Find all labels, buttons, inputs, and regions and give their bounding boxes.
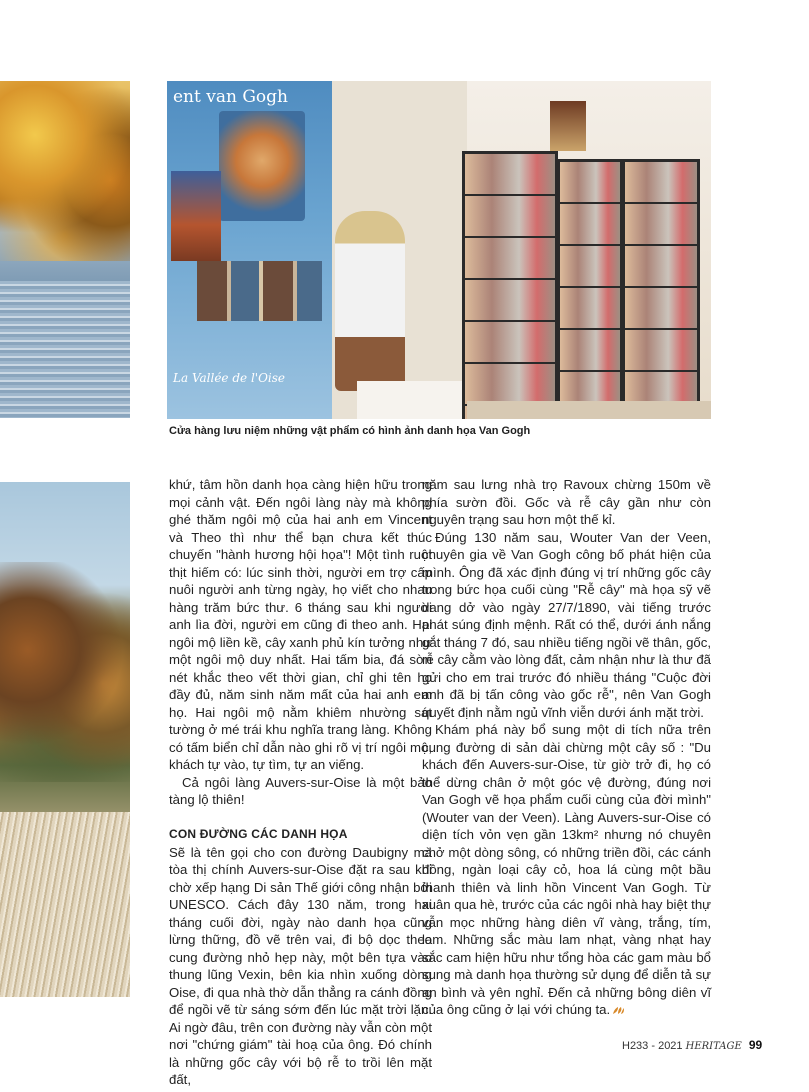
glass-cabinet (462, 151, 558, 419)
banner-thumbnails (197, 261, 322, 321)
page-footer (622, 1038, 762, 1052)
section-heading: CON ĐƯỜNG CÁC DANH HỌA (169, 827, 348, 841)
page-number: 99 (748, 1038, 763, 1052)
left-text-column (169, 476, 432, 1089)
autumn-leaves (0, 81, 130, 261)
frosted-grass (0, 812, 130, 997)
banner-logo: La Vallée de l'Oise (173, 371, 286, 385)
glass-cabinet (557, 159, 623, 415)
souvenir-shop-photo (167, 81, 711, 419)
lake-water (0, 281, 130, 418)
painter-mannequin (335, 211, 405, 391)
van-gogh-portrait (219, 111, 305, 221)
glass-cabinet (622, 159, 700, 405)
van-gogh-banner (167, 81, 332, 419)
paragraph (422, 721, 711, 1019)
painting-frame (550, 101, 586, 151)
autumn-lake-photo (0, 81, 130, 418)
shop-floor (467, 401, 711, 419)
paragraph: Sẽ là tên gọi cho con đường Daubigny mà tòa thị chính Auvers-sur-Oise đặt ra sau khi chờ xếp hạng Di sản Thế giới công nhận bởi UNESCO. Cách đây 130 năm, trong hai tháng cuối đời, ngày nào danh họa cũng lừng thững, đồ vẽ trên vai, đi bộ dọc theo cung đường nhỏ hẹp này, một bên tựa vào thung lũng Vexin, bên kia nhìn xuống dòng Oise, đi qua nhà thờ dẫn thẳng ra cánh đồng để ngồi vẽ từ sáng sớm đến lúc mặt trời lặn. Ai ngờ đâu, trên con đường này vẫn còn một nơi "chứng giám" tài hoạ của ông. Đó chính là những gốc cây với bộ rễ to trồi lên mặt đất, (169, 844, 432, 1087)
autumn-field-photo (0, 482, 130, 997)
church-painting (171, 171, 221, 261)
paragraph: năm sau lưng nhà trọ Ravoux chừng 150m về phía sườn đồi. Gốc và rễ cây gần như còn nguyên trạng sau hơn một thế kỉ. (422, 477, 711, 527)
issue-label: H233 - 2021 (622, 1040, 683, 1052)
magazine-brand: HERITAGE (685, 1041, 742, 1052)
paragraph: Đúng 130 năm sau, Wouter Van der Veen, chuyên gia về Van Gogh công bố phát hiện của mình. Ông đã xác định đúng vị trí những gốc cây trong bức họa cuối cùng "Rễ cây" mà họa sỹ vẽ dang dở vào ngày 27/7/1890, vài tiếng trước phát súng định mệnh. Rất có thể, dưới ánh nắng gắt tháng 7 đó, sau nhiều tiếng ngồi vẽ thân, gốc, rễ cây cằm vào lòng đất, cảm nhận như là thư đã gửi cho em trai trước đó nhiều tháng "Cuộc đời anh đã bị tấn công vào gốc rễ", nên Van Gogh quyết định nằm ngủ vĩnh viễn dưới ánh mặt trời. (422, 529, 711, 720)
paragraph-text: Khám phá này bổ sung một di tích nữa trên cung đường di sản dài chừng một cây số : "Du khách đến Auvers-sur-Oise, từ giờ trở đi, họ có thể dừng chân ở một góc vệ đường, đúng nơi Van Gogh vẽ họa phẩm cuối cùng của đời mình" (Wouter van der Veen). Làng Auvers-sur-Oise có diện tích vỏn vẹn gần 13km² nhưng nó chuyên chở một dòng sông, có những triền đồi, các cánh đồng, ngàn loại cây cỏ, hoa lá cùng một bầu thanh thiên và linh hồn Vincent Van Gogh. Từ xuân qua hè, trước của các ngôi nhà hay biệt thự vẫn mọc những hàng diên vĩ vàng, trắng, tím, lam. Những sắc màu lam nhạt, vàng nhạt hay sắc cam hiện hữu như tổng hòa các gam màu bổ sung mà danh họa thường sử dụng để diễn tả sự an bình và yên nghỉ. Đến cả những bông diên vĩ của ông cũng ở lại với chúng ta. (422, 722, 711, 1017)
banner-title: ent van Gogh (173, 87, 288, 107)
autumn-trees (0, 562, 130, 782)
paragraph: khứ, tâm hồn danh họa càng hiện hữu trong mọi cảnh vật. Đến ngôi làng này mà không ghé thăm ngôi mộ của hai anh em Vincent và Theo thì như thể bạn chưa kết thúc chuyến "hành hương hội họa"! Một tình ruột thịt hiếm có: lúc sinh thời, người em trợ cấp nuôi người anh từng ngày, họ viết cho nhau hàng trăm bức thư. 6 tháng sau khi người anh lìa đời, người em cũng đi theo anh. Hai ngôi mộ liền kề, cây xanh phủ kín tưởng như một ngôi mộ duy nhất. Hai tấm bia, đá sờn nét khắc theo vết thời gian, chỉ ghi tên họ đầy đủ, năm sinh năm mất của hai anh em họ. Hai ngôi mộ nằm khiêm nhường sát tường ở mé trái khu nghĩa trang làng. Không có tấm biển chỉ dẫn nào ghi rõ vị trí ngôi mộ, khách tự vào, tự tìm, tự an viếng. (169, 477, 432, 772)
leaf-end-mark-icon (612, 1006, 625, 1015)
paragraph: Cả ngôi làng Auvers-sur-Oise là một bảo tàng lộ thiên! (169, 774, 432, 807)
right-text-column (422, 476, 711, 1019)
photo-caption: Cửa hàng lưu niệm những vật phẩm có hình ảnh danh họa Van Gogh (169, 425, 531, 437)
